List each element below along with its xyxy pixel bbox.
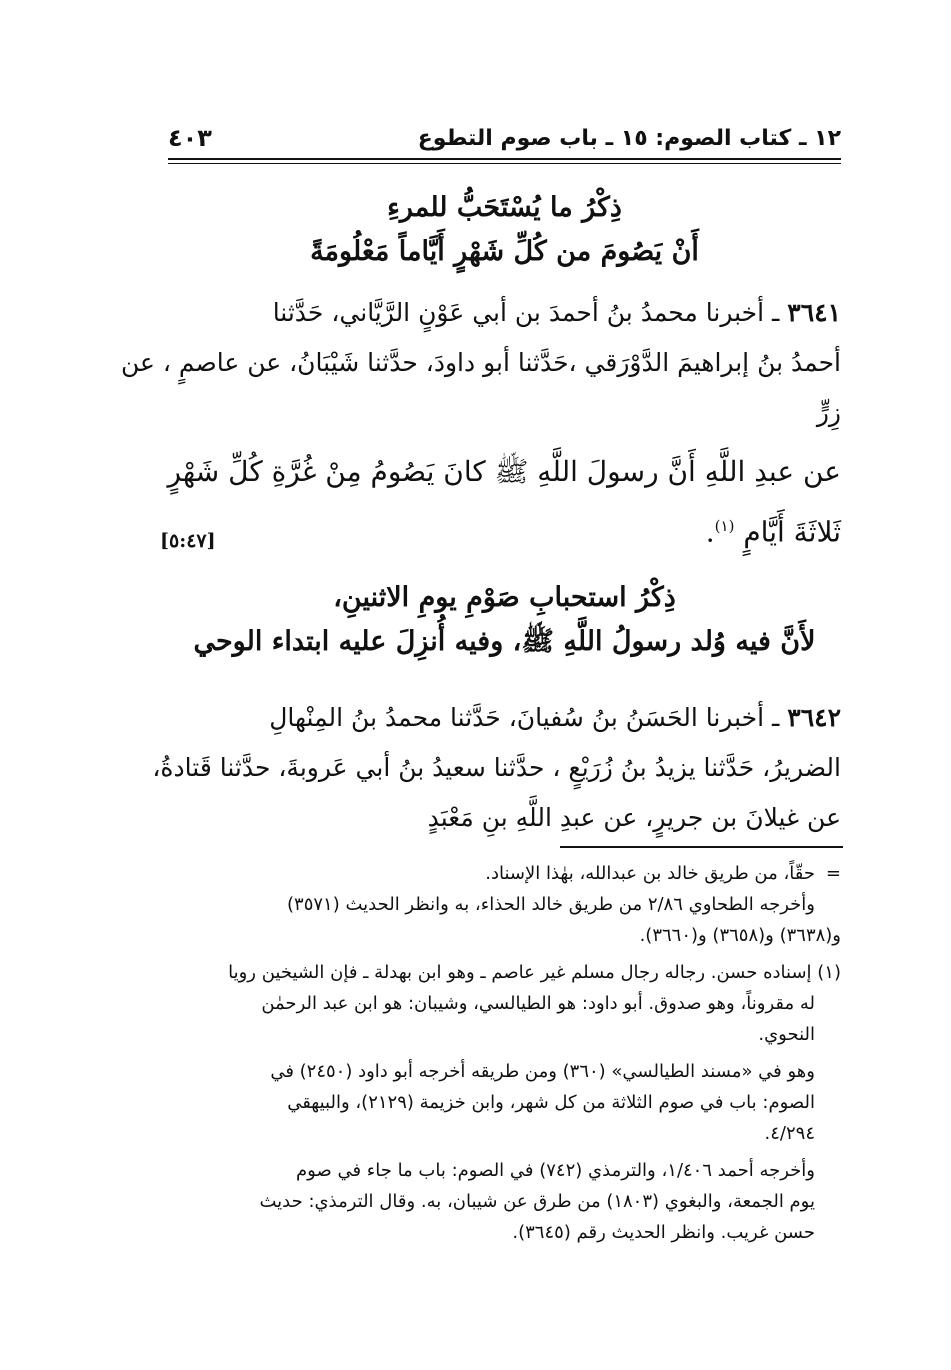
matn-line <box>160 499 841 559</box>
hadith-3641-matn <box>160 445 841 559</box>
isnad-line: الضريرُ، حَدَّثنا يزيدُ بنُ زُرَيْعٍ ، حدَّثنا سعيدُ بنُ أبي عَروبةَ، حدَّثنا قَتادةُ، <box>152 753 841 782</box>
footnote-separator <box>560 846 843 848</box>
footnote-marker: (١) <box>714 517 735 535</box>
hadith-number: ٣٦٤٢ <box>787 703 841 732</box>
isnad-line <box>165 288 841 338</box>
footnote-continuation <box>165 858 841 951</box>
section-2-title-line-1: ذِكْرُ استحبابِ صَوْمِ يومِ الاثنينِ، <box>333 582 676 613</box>
section-1-title <box>168 186 841 274</box>
footnote-line: وأخرجه أحمد ١/٤٠٦، والترمذي (٧٤٢) في الصوم: باب ما جاء في صوم <box>296 1160 815 1181</box>
page-number: ٤٠٣ <box>168 124 212 152</box>
section-1-title-line-2: أَنْ يَصُومَ من كُلِّ شَهْرٍ أَيَّاماً مَعْلُومَةً <box>310 236 699 267</box>
hadith-3642-isnad <box>152 693 841 843</box>
footnote-line: و(٣٦٣٨) و(٣٦٥٨) و(٣٦٦٠). <box>639 925 841 946</box>
isnad-text: ـ أخبرنا الحَسَنُ بنُ سُفيانَ، حَدَّثنا محمدُ بنُ المِنْهالِ <box>269 703 780 732</box>
footnote-1-paragraph-2 <box>165 1056 841 1149</box>
header-rule <box>168 158 841 164</box>
footnote-line: حقّاً، من طريق خالد بن عبدالله، بهٰذا الإسناد. <box>485 863 815 884</box>
footnote-line: ٤/٢٩٤. <box>764 1123 815 1144</box>
hadith-number: ٣٦٤١ <box>787 298 841 327</box>
isnad-line <box>165 693 841 743</box>
section-2-title <box>168 576 841 664</box>
continuation-marker: = <box>825 863 841 884</box>
footnote-line: إسناده حسن. رجاله رجال مسلم غير عاصم ـ وهو ابن بهدلة ـ فإن الشيخين رويا <box>228 962 812 983</box>
footnote-line: النحوي. <box>758 1024 815 1045</box>
footnote-line: وأخرجه الطحاوي ٢/٨٦ من طريق خالد الحذاء، به وانظر الحديث (٣٥٧١) <box>287 894 815 915</box>
footnote-1-marker: (١) <box>817 962 841 983</box>
matn-end: . <box>705 515 715 549</box>
footnote-line: له مقروناً، وهو صدوق. أبو داود: هو الطيالسي، وشيبان: هو ابن عبد الرحمٰن <box>261 993 815 1014</box>
isnad-line: عن غيلانَ بن جريرٍ، عن عبدِ اللَّهِ بنِ مَعْبَدٍ <box>427 803 841 832</box>
matn-line: عن عبدِ اللَّهِ أَنَّ رسولَ اللَّهِ ﷺ كانَ يَصُومُ مِنْ غُرَّةِ كُلِّ شَهْرٍ <box>167 455 841 488</box>
page-header <box>168 120 841 156</box>
section-2-title-line-2: لأَنَّ فيه وُلد رسولُ اللَّهِ ﷺ، وفيه أُنزِلَ عليه ابتداء الوحي <box>193 626 816 657</box>
footnote-line: حسن غريب. وانظر الحديث رقم (٣٦٤٥). <box>512 1222 815 1243</box>
footnote-1-paragraph-3 <box>165 1155 841 1248</box>
matn-text: ثَلاثَةَ أَيَّامٍ <box>743 515 841 549</box>
isnad-line: زِرٍّ <box>816 398 841 427</box>
footnote-line: وهو في «مسند الطيالسي» (٣٦٠) ومن طريقه أخرجه أبو داود (٢٤٥٠) في <box>270 1061 815 1082</box>
footnote-1 <box>165 957 841 1050</box>
hadith-3641-isnad <box>120 288 841 438</box>
isnad-text: ـ أخبرنا محمدُ بنُ أحمدَ بن أبي عَوْنٍ الرَّيَّاني، حَدَّثنا <box>272 298 780 327</box>
running-title: ١٢ ـ كتاب الصوم: ١٥ ـ باب صوم التطوع <box>417 125 841 151</box>
section-1-title-line-1: ذِكْرُ ما يُسْتَحَبُّ للمرءِ <box>387 192 622 223</box>
footnotes <box>165 858 841 1254</box>
isnad-line: أحمدُ بنُ إبراهيمَ الدَّوْرَقي ،حَدَّثنا أبو داودَ، حدَّثنا شَيْبَانُ، عن عاصمٍ ، عن <box>120 348 841 377</box>
footnote-line: يوم الجمعة، والبغوي (١٨٠٣) من طرق عن شيبان، به. وقال الترمذي: حديث <box>259 1191 815 1212</box>
hadith-reference: [٥:٤٧] <box>160 530 216 553</box>
footnote-line: الصوم: باب في صوم الثلاثة من كل شهر، وابن خزيمة (٢١٢٩)، والبيهقي <box>287 1092 815 1113</box>
